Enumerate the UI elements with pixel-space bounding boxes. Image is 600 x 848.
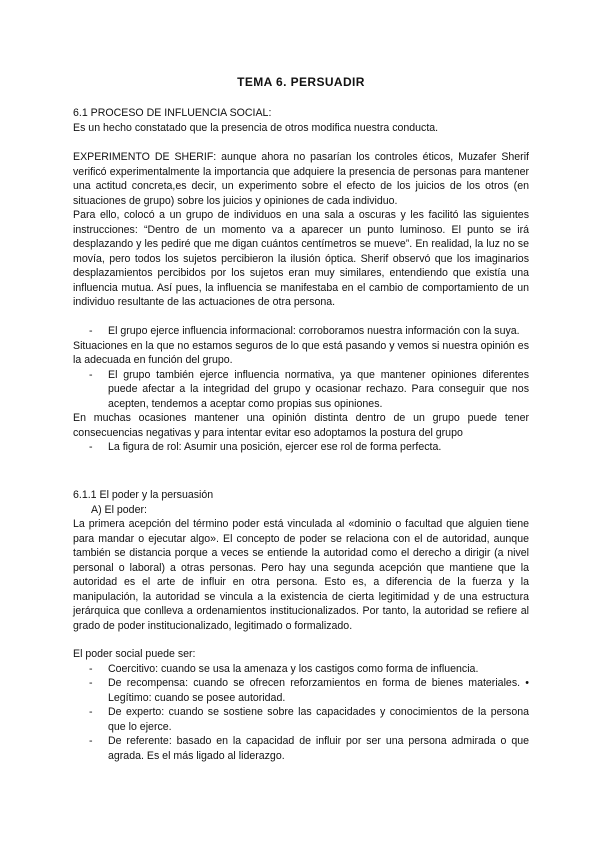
list-item	[89, 368, 529, 412]
list-dash: -	[89, 662, 93, 675]
body-paragraph: En muchas ocasiones mantener una opinión distinta dentro de un grupo puede tener consecuencias negativas y para intentar evitar eso adoptamos la postura del grupo	[73, 412, 529, 439]
list-item	[89, 734, 529, 763]
list-item-text: El grupo también ejerce influencia normativa, ya que mantener opiniones diferentes puede afectar a la integridad del grupo y ocasionar rechazo. Para conseguir que nos acepten, tendemos a aceptar como propias sus opiniones.	[108, 368, 529, 410]
page-title: TEMA 6. PERSUADIR	[237, 75, 365, 89]
sub-subheading: A) El poder:	[91, 503, 147, 516]
list-item	[89, 705, 529, 734]
list-dash: -	[89, 441, 93, 453]
list-dash: -	[89, 677, 93, 689]
subsection-heading: 6.1.1 El poder y la persuasión	[73, 489, 214, 501]
body-paragraph: Situaciones en la que no estamos seguros de lo que está pasando y vemos si nuestra opinión es la adecuada en función del grupo.	[73, 339, 529, 366]
list-item-text: Coercitivo: cuando se usa la amenaza y los castigos como forma de influencia.	[108, 662, 479, 675]
influence-section	[73, 324, 529, 455]
sherif-paragraph-2: Para ello, colocó a un grupo de individuos en una sala a oscuras y les facilitó las siguientes instrucciones: “Dentro de un momento va a aparecer un punto luminoso. El punto se irá desplazando y les pediré que me digan cuántos centímetros se mueve”. En realidad, la luz no se movía, pero todos los sujetos percibieron la ilusión óptica. Sherif observó que los imaginarios desplazamientos percibidos por los sujetos eran muy similares, entendiendo que existía una influencia mutua. Así pues, la influencia se manifestaba en el cambio de comportamiento de un individuo resultante de las actuaciones de otra persona.	[73, 209, 529, 308]
list-item-text: El grupo ejerce influencia informacional: corroboramos nuestra información con la suya.	[108, 325, 520, 337]
list-dash: -	[89, 706, 93, 718]
list-item-text: De referente: basado en la capacidad de influir por ser una persona admirada o que agrada. Es el más ligado al liderazgo.	[108, 735, 529, 762]
sherif-section	[73, 150, 529, 310]
list-item	[89, 440, 529, 455]
section-6-1-1	[73, 488, 529, 633]
list-item-text: De experto: cuando se sostiene sobre las capacidades y conocimientos de la persona que lo ejerce.	[108, 706, 529, 733]
list-item	[89, 662, 529, 677]
power-types	[73, 647, 529, 763]
list-dash: -	[89, 735, 93, 747]
list-dash: -	[89, 368, 93, 381]
list-dash: -	[89, 325, 93, 337]
section-intro: Es un hecho constatado que la presencia de otros modifica nuestra conducta.	[73, 121, 439, 134]
section-heading: 6.1 PROCESO DE INFLUENCIA SOCIAL:	[73, 107, 272, 119]
list-item-text: De recompensa: cuando se ofrecen reforzamientos en forma de bienes materiales. • Legítimo: cuando se posee autoridad.	[108, 677, 529, 704]
section-6-1	[73, 106, 529, 135]
list-item	[89, 676, 529, 705]
list-item-text: La figura de rol: Asumir una posición, ejercer ese rol de forma perfecta.	[108, 441, 442, 453]
power-intro: El poder social puede ser:	[73, 648, 196, 660]
power-paragraph: La primera acepción del término poder está vinculada al «dominio o facultad que alguien tiene para mandar o ejecutar algo». El concepto de poder se relaciona con el de autoridad, aunque también se distancia porque a veces se entiende la autoridad como el derecho a dirigir (a nivel personal o laboral) a otras personas. Pero hay una segunda acepción que mantiene que la autoridad es el arte de influir en otra persona. Esto es, a diferencia de la fuerza y la manipulación, la autoridad se vincula a la existencia de cierta legitimidad y de una estructura jerárquica que conlleva a ordenamientos institucionalizados. Por tanto, la autoridad se refiere al grado de poder institucionalizado, legitimado o formalizado.	[73, 518, 529, 632]
sherif-paragraph-1: EXPERIMENTO DE SHERIF: aunque ahora no pasarían los controles éticos, Muzafer Sherif verificó experimentalmente la importancia que adquiere la presencia de personas para mantener una actitud concreta,es decir, un experimento sobre el efecto de los juicios de los otros (en situaciones de grupo) sobre los juicios y opiniones de cada individuo.	[73, 151, 529, 207]
list-item	[89, 324, 529, 339]
